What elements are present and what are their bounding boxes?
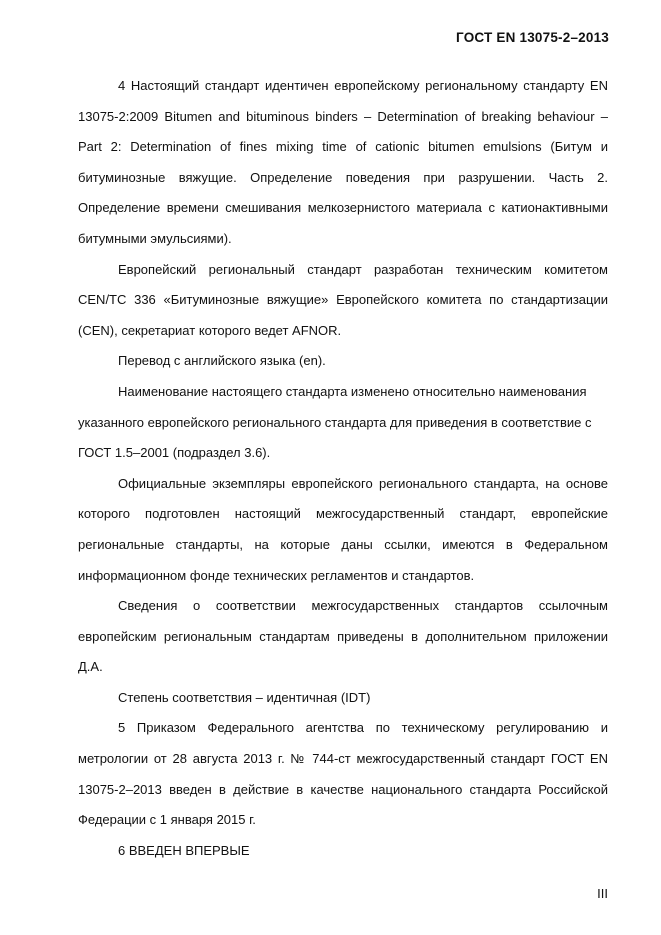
paragraph-6-first-introduced: 6 ВВЕДЕН ВПЕРВЫЕ	[118, 842, 250, 858]
paragraph-4-identity: 4 Настоящий стандарт идентичен европейскому региональному стандарту EN 13075-2:2009 Bitumen and bituminous binders – Determination of breaking behaviour – Part 2: Determination of fines mixing time of cationic bitumen emulsions (Битум и битуминозные вяжущие. Определение поведения при разрушении. Часть 2. Определение времени смешивания мелкозернистого материала с катионактивными битумными эмульсиями).	[78, 78, 608, 246]
page-number: III	[597, 886, 608, 901]
paragraph-5-order: 5 Приказом Федерального агентства по техническому регулированию и метрологии от 28 августа 2013 г. № 744-ст межгосударственный стандарт ГОСТ EN 13075-2–2013 введен в действие в качестве национального стандарта Российской Федерации с 1 января 2015 г.	[78, 720, 608, 828]
paragraph-correspondence: Сведения о соответствии межгосударственных стандартов ссылочным европейским региональным стандартам приведены в дополнительном приложении Д.А.	[78, 598, 608, 675]
standard-code-header: ГОСТ EN 13075-2–2013	[456, 30, 609, 45]
paragraph-official-copies: Официальные экземпляры европейского регионального стандарта, на основе которого подготовлен настоящий межгосударственный стандарт, европейские региональные стандарты, на которые даны ссылки, имеются в Федеральном информационном фонде технических регламентов и стандартов.	[78, 475, 608, 583]
paragraph-developer: Европейский региональный стандарт разработан техническим комитетом CEN/TC 336 «Битуминозные вяжущие» Европейского комитета по стандартизации (CEN), секретариат которого ведет AFNOR.	[78, 261, 608, 338]
document-body	[78, 71, 608, 866]
paragraph-degree: Степень соответствия – идентичная (IDT)	[118, 689, 371, 705]
paragraph-translation: Перевод с английского языка (en).	[118, 353, 326, 369]
paragraph-title-change: Наименование настоящего стандарта изменено относительно наименования указанного европейского регионального стандарта для приведения в соответствие с ГОСТ 1.5–2001 (подраздел 3.6).	[78, 383, 592, 461]
